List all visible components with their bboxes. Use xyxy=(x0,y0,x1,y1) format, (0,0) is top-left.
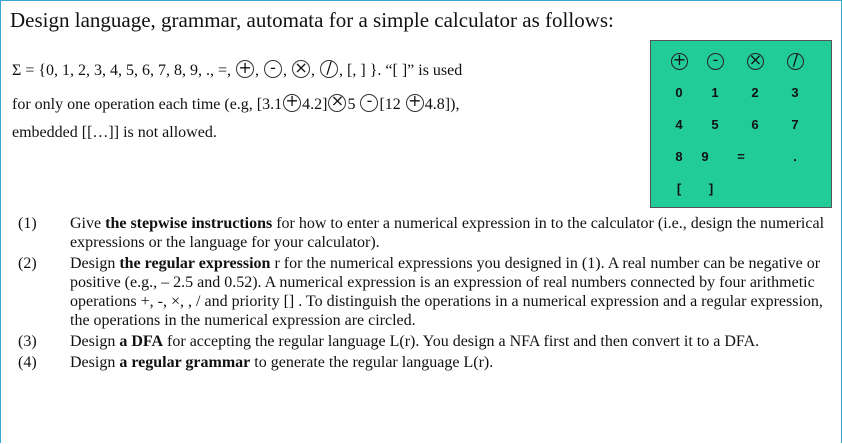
task-text: Design a DFA for accepting the regular language L(r). You design a NFA first and then convert it to a DFA. xyxy=(70,333,760,350)
divide-circle-icon: / xyxy=(320,60,338,78)
minus-circle-icon: - xyxy=(360,94,378,112)
task-text: Design the regular expression r for the numerical expressions you designed in (1). A real number can be negative or positive (e.g., – 2.5 and 0.52). A numerical expression is an expression of real numbers connected by four arithmetic operations +, -, ×, , / and priority [] . To distinguish the operations in a numerical expression and a regular expression, the operations in the numerical expression are circled. xyxy=(70,255,823,329)
example-text-d: [12 xyxy=(379,96,401,113)
task-item xyxy=(18,332,833,351)
task-text: Design a regular grammar to generate the regular language L(r). xyxy=(70,354,494,371)
key-3[interactable]: 3 xyxy=(791,85,799,100)
key-7[interactable]: 7 xyxy=(791,117,799,132)
key-close-bracket[interactable]: ] xyxy=(708,181,714,196)
plus-circle-icon: + xyxy=(236,60,254,78)
key-4[interactable]: 4 xyxy=(675,117,683,132)
key-2[interactable]: 2 xyxy=(751,85,759,100)
key-5[interactable]: 5 xyxy=(711,117,719,132)
task-number: (4) xyxy=(18,354,37,371)
key-minus-icon[interactable]: - xyxy=(707,53,724,70)
key-0[interactable]: 0 xyxy=(675,85,683,100)
example-line xyxy=(12,91,460,114)
alphabet-suffix: [, ] }. “[ ]” is used xyxy=(347,62,463,79)
key-times-icon[interactable]: × xyxy=(748,50,763,69)
key-1[interactable]: 1 xyxy=(711,85,719,100)
task-number: (2) xyxy=(18,255,37,272)
page-title: Design language, grammar, automata for a simple calculator as follows: xyxy=(10,8,614,32)
key-open-bracket[interactable]: [ xyxy=(676,181,682,196)
example-text-a: for only one operation each time (e.g, [3.1 xyxy=(12,96,283,113)
alphabet-prefix: Σ = {0, 1, 2, 3, 4, 5, 6, 7, 8, 9, ., =, xyxy=(12,62,232,79)
times-circle-icon: × xyxy=(328,94,346,112)
task-number: (1) xyxy=(18,215,37,232)
embedded-note: embedded [[…]] is not allowed. xyxy=(12,124,217,141)
task-text: Give the stepwise instructions for how to enter a numerical expression in to the calculator (i.e., design the numerical expressions or the language for your calculator). xyxy=(70,215,825,251)
plus-circle-icon: + xyxy=(283,94,301,112)
plus-circle-icon: + xyxy=(406,94,424,112)
key-plus-icon[interactable]: + xyxy=(672,50,687,69)
times-circle-icon: × xyxy=(292,60,310,78)
example-text-c: 5 xyxy=(347,96,356,113)
key-dot[interactable]: . xyxy=(793,149,797,164)
key-equals[interactable]: = xyxy=(737,149,745,164)
key-9[interactable]: 9 xyxy=(701,149,709,164)
task-item xyxy=(18,353,833,372)
task-item xyxy=(18,254,833,330)
calculator-keypad xyxy=(650,40,832,208)
task-list xyxy=(18,214,833,374)
task-number: (3) xyxy=(18,333,37,350)
minus-circle-icon: - xyxy=(264,60,282,78)
example-text-e: 4.8]), xyxy=(424,96,460,113)
alphabet-line: Σ = {0, 1, 2, 3, 4, 5, 6, 7, 8, 9, ., =, + , - , × , / , [, ] }. “[ ]” is used xyxy=(12,58,463,79)
task-item xyxy=(18,214,833,252)
example-text-b: 4.2] xyxy=(302,96,328,113)
key-8[interactable]: 8 xyxy=(675,149,683,164)
key-divide-icon[interactable]: / xyxy=(787,53,804,70)
key-6[interactable]: 6 xyxy=(751,117,759,132)
